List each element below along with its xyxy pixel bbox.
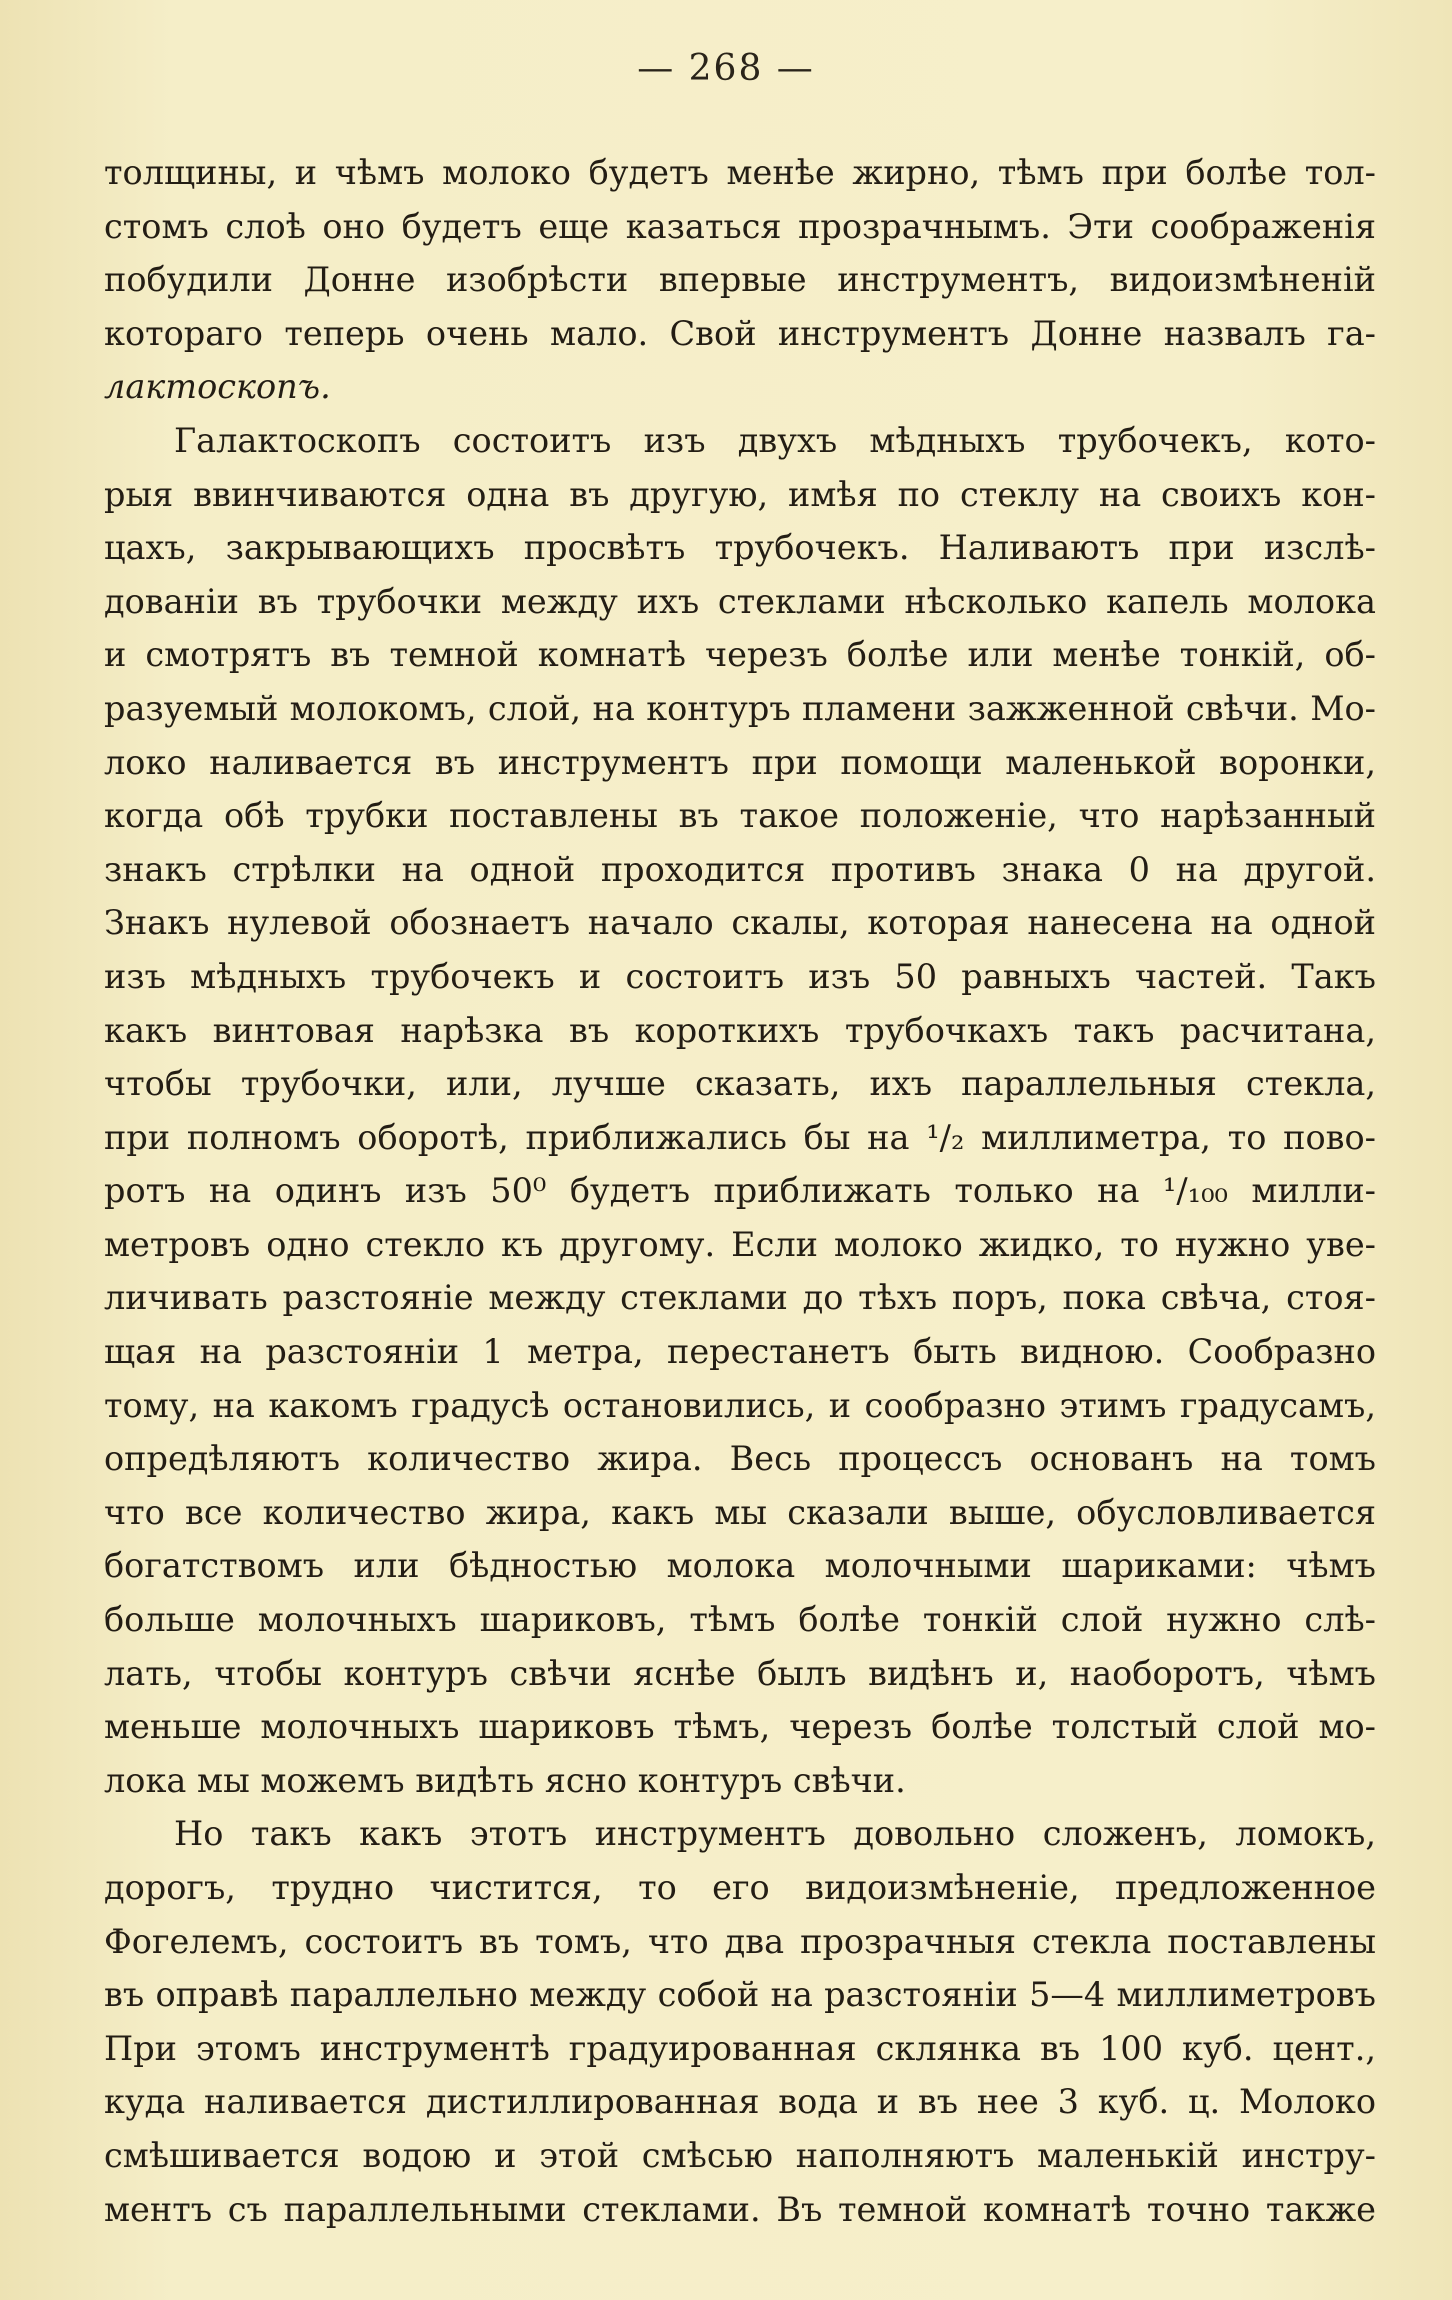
text-line: куда наливается дистиллированная вода и въ нее 3 куб. ц. Молоко	[104, 2082, 1376, 2122]
text-line: при полномъ оборотѣ, приближались бы на ¹/₂ миллиметра, то пово-	[104, 1117, 1376, 1157]
text-line: какъ винтовая нарѣзка въ короткихъ трубочкахъ такъ расчитана,	[104, 1010, 1376, 1050]
text-line: богатствомъ или бѣдностью молока молочными шариками: чѣмъ	[104, 1546, 1376, 1586]
text-line: Галактоскопъ состоитъ изъ двухъ мѣдныхъ трубочекъ, кото-	[174, 420, 1376, 460]
text-line: котораго теперь очень мало. Свой инструментъ Донне назвалъ га-	[104, 313, 1376, 353]
text-line: разуемый молокомъ, слой, на контуръ пламени зажженной свѣчи. Мо-	[104, 688, 1376, 728]
text-line: больше молочныхъ шариковъ, тѣмъ болѣе тонкій слой нужно слѣ-	[104, 1600, 1376, 1640]
text-line: ротъ на одинъ изъ 50⁰ будетъ приближать только на ¹/₁₀₀ милли-	[104, 1171, 1376, 1211]
text-line: и смотрятъ въ темной комнатѣ черезъ болѣе или менѣе тонкій, об-	[104, 635, 1376, 675]
text-line: При этомъ инструментѣ градуированная склянка въ 100 куб. цент.,	[104, 2028, 1376, 2068]
text-line: лать, чтобы контуръ свѣчи яснѣе былъ видѣнъ и, наоборотъ, чѣмъ	[104, 1653, 1376, 1693]
text-line: въ оправѣ параллельно между собой на разстояніи 5—4 миллиметровъ	[104, 1975, 1376, 2015]
text-line: изъ мѣдныхъ трубочекъ и состоитъ изъ 50 равныхъ частей. Такъ	[104, 956, 1376, 996]
text-line: личивать разстояніе между стеклами до тѣхъ поръ, пока свѣча, стоя-	[104, 1278, 1376, 1318]
text-line: побудили Донне изобрѣсти впервые инструментъ, видоизмѣненій	[104, 260, 1376, 300]
paragraph-1	[104, 146, 1376, 414]
text-line: щая на разстояніи 1 метра, перестанетъ быть видною. Сообразно	[104, 1332, 1376, 1372]
text-line: метровъ одно стекло къ другому. Если молоко жидко, то нужно уве-	[104, 1224, 1376, 1264]
text-line: рыя ввинчиваются одна въ другую, имѣя по стеклу на своихъ кон-	[104, 474, 1376, 514]
text-line: смѣшивается водою и этой смѣсью наполняютъ маленькій инстру-	[104, 2135, 1376, 2175]
paragraph-3	[104, 1807, 1376, 2236]
text-line: знакъ стрѣлки на одной проходится противъ знака 0 на другой.	[104, 849, 1376, 889]
text-line: ментъ съ параллельными стеклами. Въ темной комнатѣ точно также	[104, 2189, 1376, 2229]
text-line: локо наливается въ инструментъ при помощи маленькой воронки,	[104, 742, 1376, 782]
text-line: Знакъ нулевой обознаетъ начало скалы, которая нанесена на одной	[104, 903, 1376, 943]
text-line: стомъ слоѣ оно будетъ еще казаться прозрачнымъ. Эти соображенія	[104, 206, 1376, 246]
text-line: меньше молочныхъ шариковъ тѣмъ, черезъ болѣе толстый слой мо-	[104, 1707, 1376, 1747]
text-line-italic: лактоскопъ.	[104, 367, 331, 407]
text-line: тому, на какомъ градусѣ остановились, и сообразно этимъ градусамъ,	[104, 1385, 1376, 1425]
text-line: опредѣляютъ количество жира. Весь процессъ основанъ на томъ	[104, 1439, 1376, 1479]
text-line: толщины, и чѣмъ молоко будетъ менѣе жирно, тѣмъ при болѣе тол-	[104, 153, 1376, 192]
page-number: — 268 —	[637, 48, 815, 89]
text-line: чтобы трубочки, или, лучше сказать, ихъ параллельныя стекла,	[104, 1064, 1376, 1104]
text-line: Фогелемъ, состоитъ въ томъ, что два прозрачныя стекла поставлены	[104, 1921, 1376, 1961]
text-line: когда обѣ трубки поставлены въ такое положеніе, что нарѣзанный	[104, 796, 1376, 836]
text-line: Но такъ какъ этотъ инструментъ довольно сложенъ, ломокъ,	[174, 1814, 1376, 1854]
body-text	[104, 146, 1376, 2236]
text-line: что все количество жира, какъ мы сказали выше, обусловливается	[104, 1492, 1376, 1532]
text-line: цахъ, закрывающихъ просвѣтъ трубочекъ. Наливаютъ при изслѣ-	[104, 528, 1376, 568]
text-line: лока мы можемъ видѣть ясно контуръ свѣчи.	[104, 1760, 906, 1800]
text-line: дованіи въ трубочки между ихъ стеклами нѣсколько капель молока	[104, 581, 1376, 621]
paragraph-2	[104, 414, 1376, 1807]
text-line: дорогъ, трудно чистится, то его видоизмѣненіе, предложенное	[104, 1868, 1376, 1907]
